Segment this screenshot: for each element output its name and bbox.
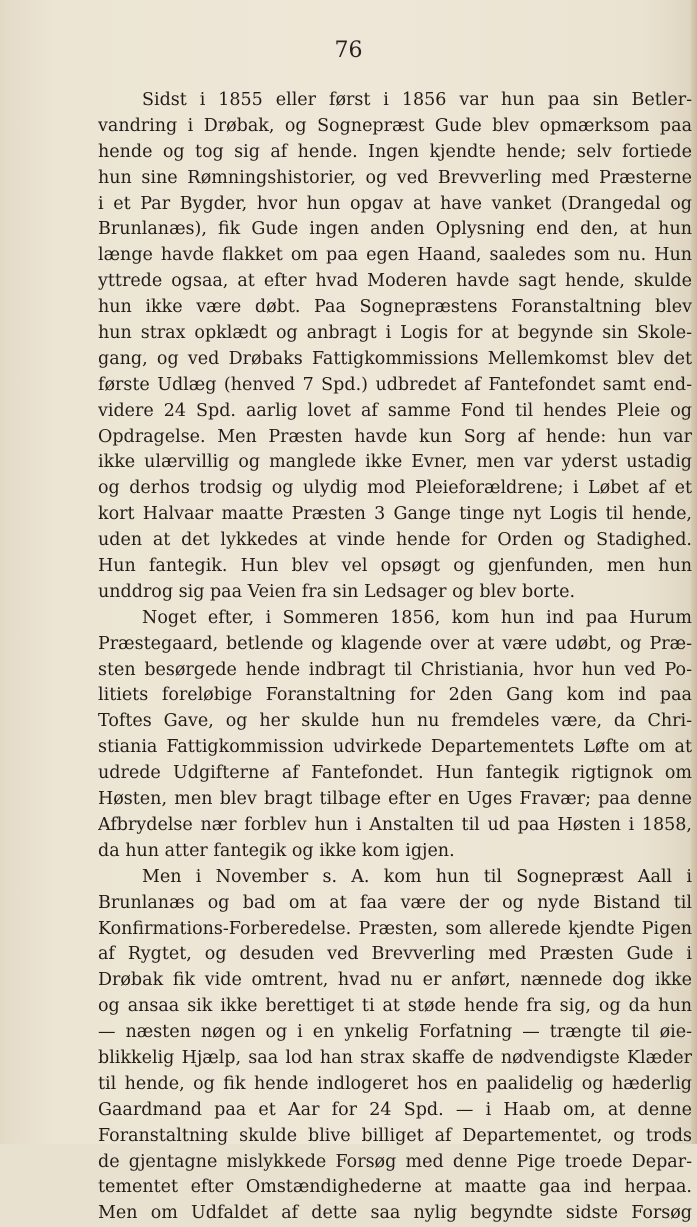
text-line: sten besørgede hende indbragt til Christiania, hvor hun ved Po- bbox=[98, 659, 692, 680]
text-line: hun strax opklædt og anbragt i Logis for at begynde sin Skole- bbox=[98, 323, 692, 344]
text-line: videre 24 Spd. aarlig lovet af samme Fond til hendes Pleie og bbox=[98, 400, 692, 421]
text-line: uden at det lykkedes at vinde hende for Orden og Stadighed. bbox=[98, 530, 692, 551]
text-line: Gaardmand paa et Aar for 24 Spd. — i Haab om, at denne bbox=[98, 1099, 692, 1120]
text-line: ikke ulærvillig og manglede ikke Evner, men var yderst ustadig bbox=[98, 452, 692, 473]
text-line: Præstegaard, betlende og klagende over at være udøbt, og Præ- bbox=[98, 633, 692, 654]
text-line: længe havde flakket om paa egen Haand, saaledes som nu. Hun bbox=[98, 245, 692, 266]
text-line: hun ikke være døbt. Paa Sognepræstens Foranstaltning blev bbox=[98, 297, 692, 318]
text-line: Foranstaltning skulde blive billiget af Departementet, og trods bbox=[98, 1125, 692, 1146]
text-line: Brunlanæs og bad om at faa være der og nyde Bistand til bbox=[98, 892, 692, 913]
text-line: og ansaa sik ikke berettiget ti at støde hende fra sig, og da hun bbox=[98, 996, 692, 1017]
text-line: tementet efter Omstændighederne at maatte gaa ind herpaa. bbox=[98, 1177, 692, 1198]
text-line: udrede Udgifterne af Fantefondet. Hun fantegik rigtignok om bbox=[98, 763, 692, 784]
text-line: kort Halvaar maatte Præsten 3 Gange tinge nyt Logis til hende, bbox=[98, 504, 692, 525]
text-line: Høsten, men blev bragt tilbage efter en Uges Fravær; paa denne bbox=[98, 789, 692, 810]
text-line: Noget efter, i Sommeren 1856, kom hun ind paa Hurum bbox=[142, 607, 692, 628]
text-line: unddrog sig paa Veien fra sin Ledsager og blev borte. bbox=[98, 581, 576, 602]
text-line: vandring i Drøbak, og Sognepræst Gude blev opmærksom paa bbox=[98, 115, 692, 136]
text-line: stiania Fattigkommission udvirkede Departementets Løfte om at bbox=[98, 737, 692, 758]
text-line: og derhos trodsig og ulydig mod Pleieforældrene; i Løbet af et bbox=[98, 478, 692, 499]
text-line: — næsten nøgen og i en ynkelig Forfatning — trængte til øie- bbox=[98, 1022, 692, 1043]
text-line: litiets foreløbige Foranstaltning for 2den Gang kom ind paa bbox=[98, 685, 692, 706]
text-line: Drøbak fik vide omtrent, hvad nu er anført, nænnede dog ikke bbox=[98, 970, 692, 991]
text-line: Opdragelse. Men Præsten havde kun Sorg af hende: hun var bbox=[98, 426, 692, 447]
page-number: 76 bbox=[334, 38, 363, 63]
text-line: da hun atter fantegik og ikke kom igjen. bbox=[98, 840, 455, 861]
text-line: Sidst i 1855 eller først i 1856 var hun paa sin Betler- bbox=[142, 90, 692, 110]
text-line: hende og tog sig af hende. Ingen kjendte hende; selv fortiede bbox=[98, 141, 692, 162]
text-line: af Rygtet, og desuden ved Brevverling med Præsten Gude i bbox=[98, 944, 692, 965]
text-line: de gjentagne mislykkede Forsøg med denne Pige troede Depar- bbox=[98, 1151, 692, 1172]
text-line: yttrede ogsaa, at efter hvad Moderen havde sagt hende, skulde bbox=[98, 271, 692, 292]
body-text bbox=[98, 88, 692, 1227]
text-line: Toftes Gave, og her skulde hun nu fremdeles være, da Chri- bbox=[98, 711, 692, 732]
text-line: til hende, og fik hende indlogeret hos en paalidelig og hæderlig bbox=[98, 1073, 692, 1094]
text-line: hun sine Rømningshistorier, og ved Brevverling med Præsterne bbox=[98, 167, 692, 188]
text-line: Men i November s. A. kom hun til Sognepræst Aall i bbox=[142, 866, 692, 887]
text-line: Men om Udfaldet af dette saa nylig begyndte sidste Forsøg bbox=[98, 1203, 692, 1224]
text-line: Konfirmations-Forberedelse. Præsten, som allerede kjendte Pigen bbox=[98, 918, 692, 939]
text-line: i et Par Bygder, hvor hun opgav at have vanket (Drangedal og bbox=[98, 193, 692, 214]
text-line: gang, og ved Drøbaks Fattigkommissions Mellemkomst blev det bbox=[98, 348, 692, 369]
text-line: Afbrydelse nær forblev hun i Anstalten til ud paa Høsten i 1858, bbox=[98, 814, 692, 835]
text-line: første Udlæg (henved 7 Spd.) udbredet af Fantefondet samt end- bbox=[98, 374, 692, 395]
text-line: Hun fantegik. Hun blev vel opsøgt og gjenfunden, men hun bbox=[98, 556, 692, 577]
text-line: Brunlanæs), fik Gude ingen anden Oplysning end den, at hun bbox=[98, 219, 692, 240]
text-line: blikkelig Hjælp, saa lod han strax skaffe de nødvendigste Klæder bbox=[98, 1047, 692, 1068]
